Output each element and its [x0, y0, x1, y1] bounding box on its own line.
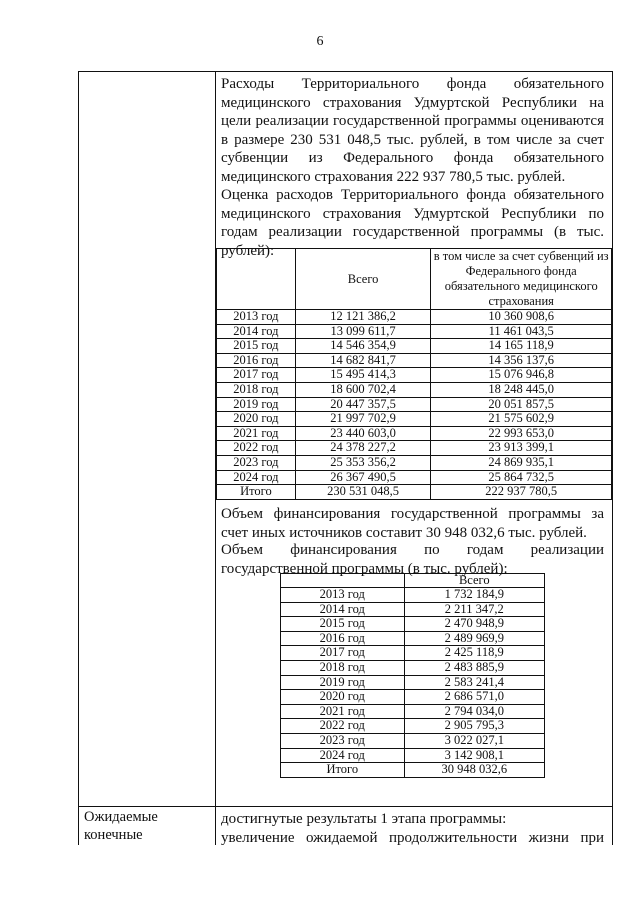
table-cell: 3 142 908,1: [404, 748, 544, 763]
table-row: [281, 660, 545, 675]
table-cell: 2021 год: [281, 704, 405, 719]
paragraph-expenses: [221, 75, 604, 186]
table-row: [217, 339, 612, 354]
table-cell: 3 022 027,1: [404, 733, 544, 748]
row-divider: [78, 806, 613, 807]
table-cell: 23 440 603,0: [295, 426, 431, 441]
table-cell: 30 948 032,6: [404, 763, 544, 778]
table-row: [281, 763, 545, 778]
table-cell: 26 367 490,5: [295, 470, 431, 485]
table-cell: 2019 год: [217, 397, 296, 412]
table-cell: 2 425 118,9: [404, 646, 544, 661]
table-cell: 18 600 702,4: [295, 382, 431, 397]
table-cell: 25 864 732,5: [431, 470, 612, 485]
table-cell: 2 905 795,3: [404, 719, 544, 734]
table-cell: 2014 год: [281, 602, 405, 617]
table-cell: 22 993 653,0: [431, 426, 612, 441]
table-row: [217, 485, 612, 500]
row-label-line: конечные: [84, 827, 143, 843]
table-row: [281, 646, 545, 661]
table-header-cell: Всего: [295, 249, 431, 310]
table-cell: 14 682 841,7: [295, 353, 431, 368]
table-row: [281, 675, 545, 690]
table-header-cell: [281, 574, 405, 588]
table-cell: 2 583 241,4: [404, 675, 544, 690]
table-cell: 2023 год: [281, 733, 405, 748]
text-line: рублей):: [221, 242, 275, 259]
table-cell: 2023 год: [217, 455, 296, 470]
table-header-cell: в том числе за счет субвенций из Федерального фонда обязательного медицинского страхования: [431, 249, 612, 310]
tfoms-expenses-table: [216, 248, 612, 500]
table-cell: 2020 год: [281, 690, 405, 705]
table-cell: 24 378 227,2: [295, 441, 431, 456]
table-cell: 222 937 780,5: [431, 485, 612, 500]
text-line: увеличение ожидаемой продолжительности жизни при: [221, 829, 604, 846]
text-line: субвенции из Федерального фонда обязательного: [221, 150, 604, 166]
text-line: годам реализации государственной программы (в тыс.: [221, 224, 604, 240]
table-cell: 2019 год: [281, 675, 405, 690]
table-cell: 2018 год: [217, 382, 296, 397]
table-row: [281, 602, 545, 617]
table-row: [217, 324, 612, 339]
table-cell: 23 913 399,1: [431, 441, 612, 456]
table-row: [217, 470, 612, 485]
table-cell: 2017 год: [281, 646, 405, 661]
table-cell: 2 483 885,9: [404, 660, 544, 675]
row-label-line: Ожидаемые: [84, 809, 158, 825]
table-row: [217, 310, 612, 325]
table-cell: 20 447 357,5: [295, 397, 431, 412]
table-cell: 2013 год: [217, 310, 296, 325]
table-cell: 10 360 908,6: [431, 310, 612, 325]
table-cell: 2024 год: [281, 748, 405, 763]
paragraph-results: [221, 810, 604, 847]
table-row: [217, 455, 612, 470]
table-cell: 11 461 043,5: [431, 324, 612, 339]
table-cell: 25 353 356,2: [295, 455, 431, 470]
table-row: [217, 397, 612, 412]
table-cell: Итого: [281, 763, 405, 778]
text-line: в размере 230 531 048,5 тыс. рублей, в том числе за счет: [221, 131, 604, 148]
table-row: [281, 719, 545, 734]
table-row: [281, 588, 545, 603]
table-cell: 18 248 445,0: [431, 382, 612, 397]
text-line: государственной программы (в тыс. рублей):: [221, 560, 508, 577]
table-header-cell: Всего: [404, 574, 544, 588]
table-row: [217, 412, 612, 427]
table-cell: 14 546 354,9: [295, 339, 431, 354]
row-label: [84, 808, 209, 844]
table-cell: 2022 год: [281, 719, 405, 734]
table-cell: 13 099 611,7: [295, 324, 431, 339]
table-cell: 2016 год: [281, 631, 405, 646]
table-cell: 21 997 702,9: [295, 412, 431, 427]
paragraph-other-sources: [221, 505, 604, 542]
table-cell: 2020 год: [217, 412, 296, 427]
table-cell: 2022 год: [217, 441, 296, 456]
text-line: достигнутые результаты 1 этапа программы:: [221, 811, 507, 827]
table-row: [217, 382, 612, 397]
table-cell: 2 211 347,2: [404, 602, 544, 617]
text-line: медицинского страхования Удмуртской Республики на: [221, 94, 604, 111]
page-number: 6: [316, 34, 324, 49]
table-cell: 2 794 034,0: [404, 704, 544, 719]
table-row: [217, 426, 612, 441]
table-cell: 2021 год: [217, 426, 296, 441]
table-cell: 2016 год: [217, 353, 296, 368]
table-row: [281, 631, 545, 646]
table-cell: 24 869 935,1: [431, 455, 612, 470]
table-cell: Итого: [217, 485, 296, 500]
table-row: [217, 368, 612, 383]
table-header-cell: [217, 249, 296, 310]
table-row: [281, 617, 545, 632]
table-row: [217, 353, 612, 368]
table-cell: 14 165 118,9: [431, 339, 612, 354]
table-cell: 2014 год: [217, 324, 296, 339]
table-cell: 20 051 857,5: [431, 397, 612, 412]
table-row: [281, 748, 545, 763]
text-line: счет иных источников составит 30 948 032,6 тыс. рублей.: [221, 524, 587, 541]
table-cell: 2013 год: [281, 588, 405, 603]
table-row: [217, 441, 612, 456]
table-cell: 2017 год: [217, 368, 296, 383]
table-cell: 2015 год: [217, 339, 296, 354]
text-line: Объем финансирования по годам реализации: [221, 542, 604, 558]
financing-by-year-table: [280, 573, 545, 778]
table-cell: 2 686 571,0: [404, 690, 544, 705]
table-cell: 15 076 946,8: [431, 368, 612, 383]
table-cell: 14 356 137,6: [431, 353, 612, 368]
table-row: [281, 733, 545, 748]
text-line: Оценка расходов Территориального фонда обязательного: [221, 187, 604, 203]
table-cell: 230 531 048,5: [295, 485, 431, 500]
text-line: медицинского страхования 222 937 780,5 тыс. рублей.: [221, 168, 566, 185]
table-cell: 12 121 386,2: [295, 310, 431, 325]
table-cell: 2024 год: [217, 470, 296, 485]
table-cell: 2 470 948,9: [404, 617, 544, 632]
text-line: Расходы Территориального фонда обязательного: [221, 76, 604, 92]
table-row: [281, 704, 545, 719]
table-cell: 2015 год: [281, 617, 405, 632]
table-cell: 21 575 602,9: [431, 412, 612, 427]
text-line: Объем финансирования государственной программы за: [221, 506, 604, 522]
table-cell: 2018 год: [281, 660, 405, 675]
table-cell: 15 495 414,3: [295, 368, 431, 383]
text-line: цели реализации государственной программы оцениваются: [221, 113, 604, 129]
table-row: [281, 690, 545, 705]
text-line: медицинского страхования Удмуртской Республики по: [221, 205, 604, 222]
table-cell: 1 732 184,9: [404, 588, 544, 603]
table-cell: 2 489 969,9: [404, 631, 544, 646]
